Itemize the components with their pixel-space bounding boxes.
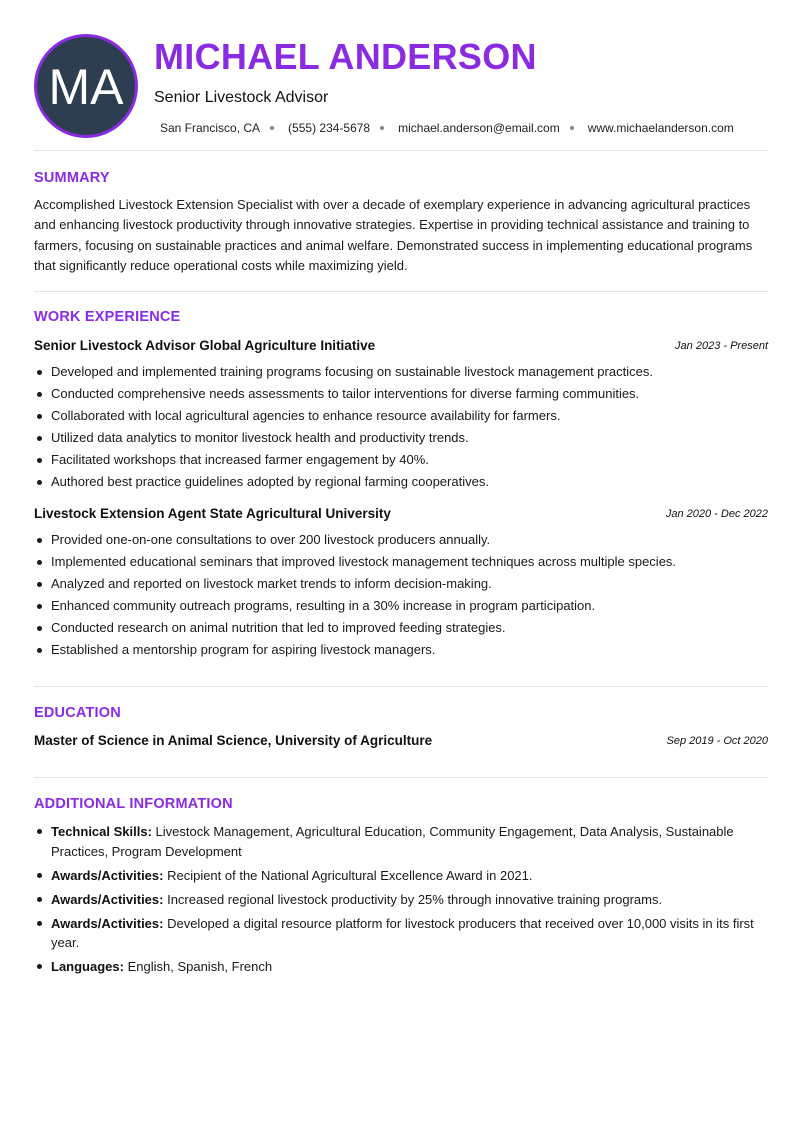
section-title-work-experience: WORK EXPERIENCE [34, 309, 181, 325]
list-item [34, 957, 768, 977]
list-item: Conducted research on animal nutrition that led to improved feeding strategies. [34, 617, 768, 639]
job-title: Senior Livestock Advisor Global Agriculture Initiative [34, 338, 376, 353]
contact-website[interactable]: www.michaelanderson.com [587, 121, 734, 135]
separator-dot-icon [570, 126, 574, 130]
job-entry-header [34, 338, 768, 356]
list-item: Analyzed and reported on livestock market trends to inform decision-making. [34, 573, 768, 595]
list-item: Authored best practice guidelines adopted by regional farming cooperatives. [34, 471, 768, 493]
section-title-education: EDUCATION [34, 705, 121, 721]
avatar [34, 34, 138, 138]
resume-header [34, 34, 768, 138]
candidate-role: Senior Livestock Advisor [154, 89, 329, 106]
contact-email[interactable]: michael.anderson@email.com [398, 121, 560, 135]
separator-dot-icon [380, 126, 384, 130]
job-title: Livestock Extension Agent State Agricultural University [34, 506, 391, 521]
list-item: Facilitated workshops that increased farmer engagement by 40%. [34, 449, 768, 471]
item-text: Developed a digital resource platform for livestock producers that received over 10,000 visits in its first year. [51, 915, 754, 950]
list-item: Utilized data analytics to monitor livestock health and productivity trends. [34, 427, 768, 449]
separator-dot-icon [270, 126, 274, 130]
candidate-name: MICHAEL ANDERSON [154, 36, 537, 77]
list-item [34, 822, 768, 861]
degree: Master of Science in Animal Science, University of Agriculture [34, 733, 433, 748]
list-item: Enhanced community outreach programs, resulting in a 30% increase in program participation. [34, 595, 768, 617]
item-label: Awards/Activities: [51, 867, 164, 883]
list-item [34, 914, 768, 953]
summary-text: Accomplished Livestock Extension Specialist with over a decade of exemplary experience in advancing agricultural practices and enhancing livestock productivity through innovative strategies. Expertise in providing technical assistance and training to farmers, focusing on sustainable practices and animal welfare. Demonstrated success in implementing educational programs that significantly reduce operational costs while maximizing yield. [34, 197, 753, 273]
list-item [34, 890, 768, 910]
item-text: Increased regional livestock productivity by 25% through innovative training programs. [163, 891, 663, 907]
item-text: Livestock Management, Agricultural Education, Community Engagement, Data Analysis, Sustainable Practices, Program Development [51, 824, 734, 859]
list-item [34, 866, 768, 886]
education-dates: Sep 2019 - Oct 2020 [666, 735, 768, 747]
job-bullets [34, 529, 768, 661]
divider [34, 777, 768, 778]
divider [34, 686, 768, 687]
job-dates: Jan 2020 - Dec 2022 [665, 508, 768, 520]
item-text: English, Spanish, French [123, 959, 273, 974]
contact-line [160, 121, 734, 135]
list-item: Implemented educational seminars that improved livestock management techniques across multiple species. [34, 551, 768, 573]
list-item: Provided one-on-one consultations to over 200 livestock producers annually. [34, 529, 768, 551]
list-item: Collaborated with local agricultural agencies to enhance resource availability for farmers. [34, 405, 768, 427]
list-item: Conducted comprehensive needs assessments to tailor interventions for diverse farming communities. [34, 383, 768, 405]
list-item: Developed and implemented training programs focusing on sustainable livestock management practices. [34, 361, 768, 383]
list-item: Established a mentorship program for aspiring livestock managers. [34, 639, 768, 661]
contact-location: San Francisco, CA [160, 121, 261, 135]
section-title-additional-information: ADDITIONAL INFORMATION [34, 796, 233, 812]
job-bullets [34, 361, 768, 493]
divider [34, 291, 768, 292]
avatar-initials: MA [48, 59, 124, 115]
item-label: Awards/Activities: [51, 915, 164, 931]
divider [34, 150, 768, 151]
item-text: Recipient of the National Agricultural Excellence Award in 2021. [163, 867, 533, 883]
additional-info-list [34, 822, 768, 981]
item-label: Languages: [51, 959, 124, 974]
education-entry [34, 733, 768, 751]
section-title-summary: SUMMARY [34, 170, 110, 186]
contact-phone: (555) 234-5678 [288, 121, 371, 135]
item-label: Awards/Activities: [51, 891, 164, 907]
job-entry-header [34, 506, 768, 524]
item-label: Technical Skills: [51, 824, 152, 839]
job-dates: Jan 2023 - Present [675, 340, 768, 352]
